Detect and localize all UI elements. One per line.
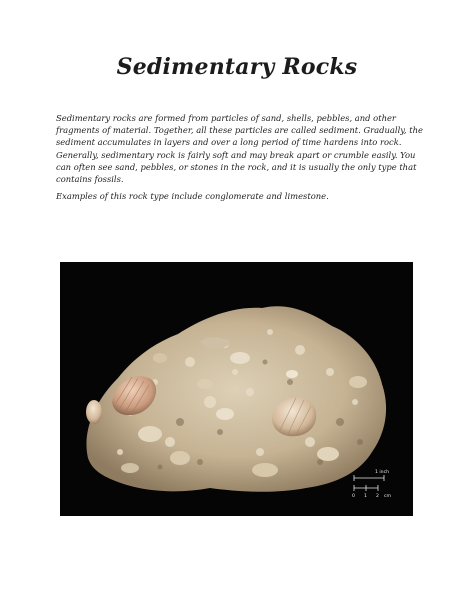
scale-label-0: 0 — [352, 494, 355, 499]
scale-label-2: 2 — [376, 494, 379, 499]
scale-label-inch: 1 inch — [375, 470, 390, 475]
page-title: Sedimentary Rocks — [116, 54, 358, 80]
rock-illustration — [60, 262, 413, 516]
body-paragraph: Sedimentary rocks are formed from particles of sand, shells, pebbles, and other fragments of material. Together, all these particles are called sediment. Gradually, the sediment accumulates in layers and over a long period of time hardens into rock. Generally, sedimentary rock is fairly soft and may break apart or crumble easily. You can often see sand, pebbles, or stones in the rock, and it is usually the only type that contains fossils. — [56, 113, 423, 185]
scale-label-unit: cm — [384, 494, 392, 499]
rock-photo — [60, 262, 413, 516]
scale-label-1: 1 — [364, 494, 367, 499]
examples-paragraph: Examples of this rock type include conglomerate and limestone. — [56, 191, 329, 201]
